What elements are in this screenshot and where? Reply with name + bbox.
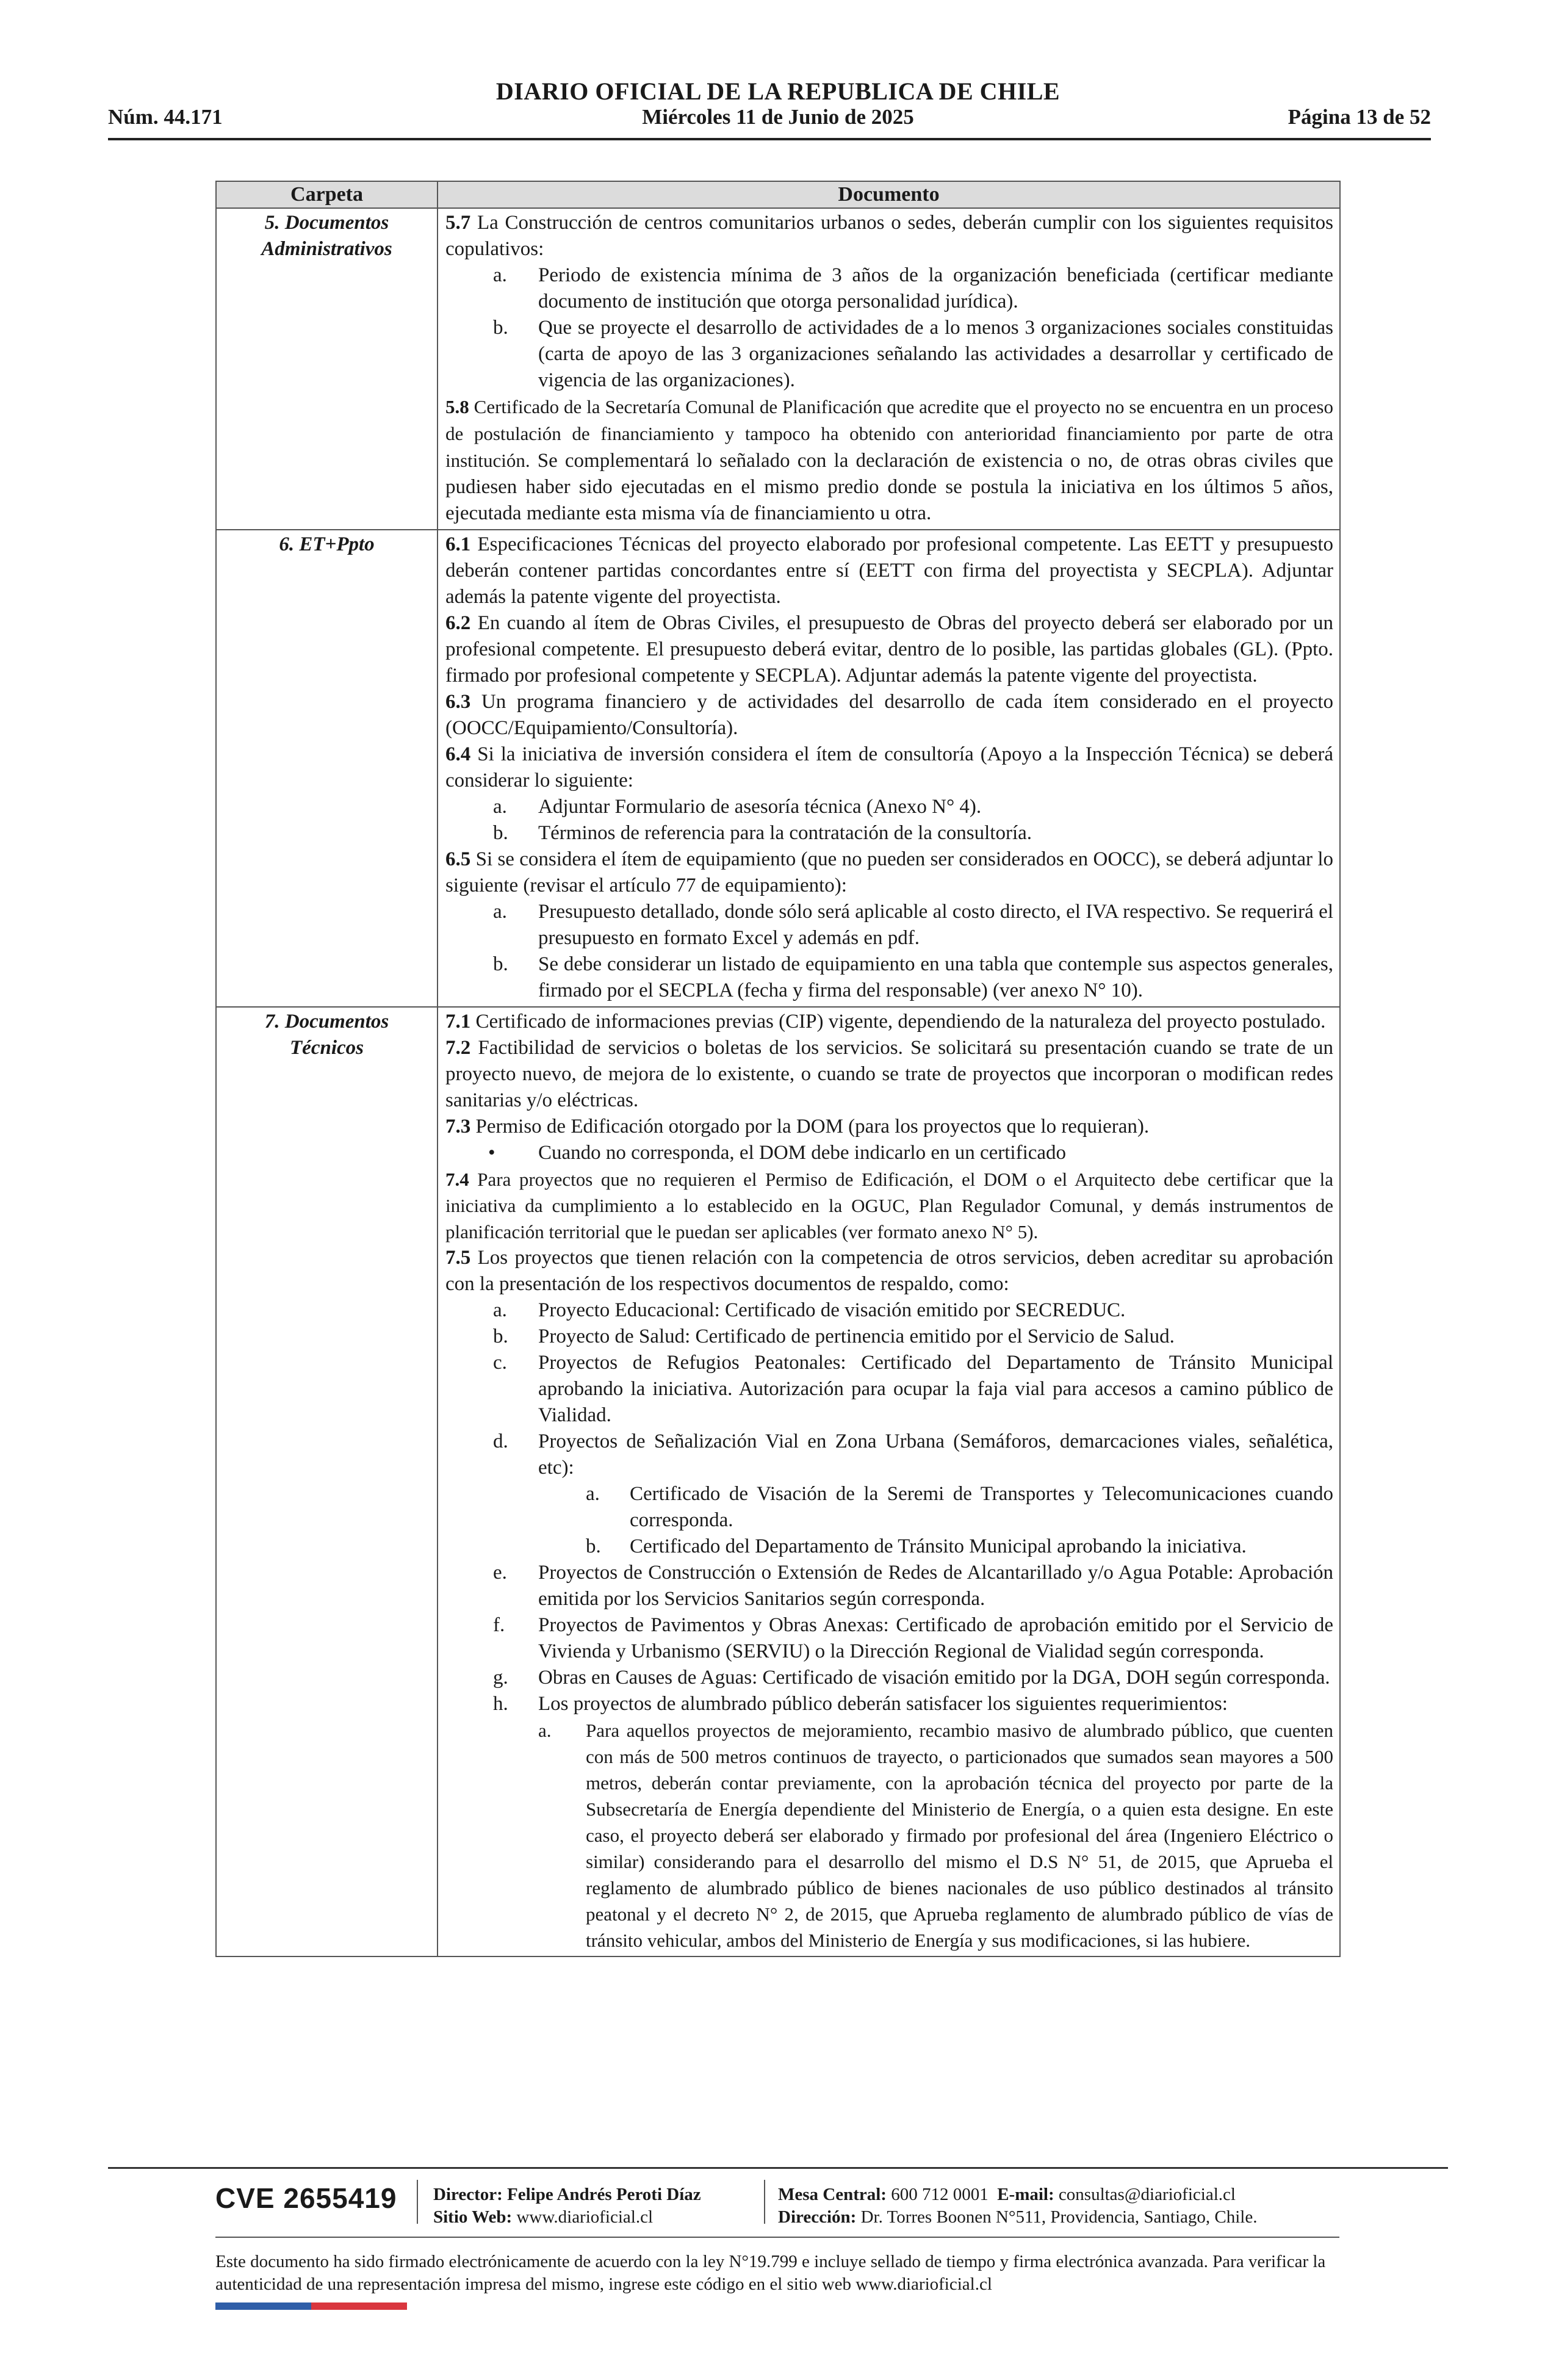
table-row [216, 1007, 1340, 1956]
list-marker: a. [493, 264, 507, 286]
list-text: Para aquellos proyectos de mejoramiento, recambio masivo de alumbrado público, que cuenten con más de 500 metros continuos de trayecto, o particionados que sumados sean mayores a 500 metros, deberán contar previamente, con la aprobación técnica del proyecto por parte de la Subsecretaría de Energía dependiente del Ministerio de Energía, o a quien esta designe. En este caso, el proyecto deberá ser elaborado y firmado por profesional del área (Ingeniero Eléctrico o similar) considerando para el desarrollo del mismo el D.S N° 51, de 2015, que Aprueba el reglamento de alumbrado público de bienes nacionales de uso público destinados al tránsito peatonal y el decreto N° 2, de 2015, que Aprueba reglamento de alumbrado público de vías de tránsito vehicular, ambos del Ministerio de Energía y sus modificaciones, si las hubiere. [586, 1720, 1333, 1951]
page-number: Página 13 de 52 [1288, 105, 1431, 129]
document-cell [438, 1007, 1340, 1956]
email-link[interactable]: consultas@diarioficial.cl [1058, 2185, 1236, 2204]
bullet-marker: • [488, 1142, 495, 1164]
footer-divider [108, 2167, 1448, 2169]
mesa-phone: 600 712 0001 [891, 2185, 989, 2204]
sub-list-item [445, 1534, 1333, 1560]
site-label: Sitio Web: [433, 2207, 513, 2227]
item-number: 7.2 [445, 1037, 471, 1059]
folder-label: 6. ET+Ppto [279, 533, 375, 555]
list-marker: b. [586, 1535, 601, 1557]
folder-cell [216, 1007, 438, 1956]
list-text: Proyectos de Señalización Vial en Zona Urbana (Semáforos, demarcaciones viales, señalética, etc): [538, 1430, 1333, 1479]
list-item [445, 1665, 1333, 1691]
list-text: Certificado del Departamento de Tránsito Municipal aprobando la iniciativa. [630, 1535, 1247, 1557]
folder-label: Administrativos [261, 238, 392, 260]
address-text: Dr. Torres Boonen N°511, Providencia, Santiago, Chile. [860, 2207, 1258, 2227]
list-text: Proyectos de Pavimentos y Obras Anexas: Certificado de aprobación emitido por el Servicio de Vivienda y Urbanismo (SERVIU) o la Dirección Regional de Vialidad según corresponda. [538, 1614, 1333, 1662]
paragraph [445, 210, 1333, 262]
list-text: Proyectos de Construcción o Extensión de Redes de Alcantarillado y/o Agua Potable: Aprobación emitida por los Servicios Sanitarios según corresponda. [538, 1562, 1333, 1610]
list-text: Cuando no corresponda, el DOM debe indicarlo en un certificado [538, 1142, 1067, 1164]
table-row [216, 530, 1340, 1007]
list-item [445, 1297, 1333, 1324]
list-marker: a. [493, 796, 507, 818]
paragraph [445, 846, 1333, 899]
header-divider [108, 138, 1431, 140]
requirements-table [215, 181, 1341, 1957]
list-text: Presupuesto detallado, donde sólo será aplicable al costo directo, el IVA respectivo. Se requerirá el presupuesto en formato Excel y además en pdf. [538, 901, 1333, 949]
item-text: Si la iniciativa de inversión considera el ítem de consultoría (Apoyo a la Inspección Técnica) se deberá considerar lo siguiente: [445, 743, 1333, 792]
address-label: Dirección: [778, 2207, 857, 2227]
list-item [445, 794, 1333, 820]
legal-notice: Este documento ha sido firmado electrónicamente de acuerdo con la ley N°19.799 e incluye sellado de tiempo y firma electrónica avanzada. Para verificar la autenticidad de una representación impresa del mismo, ingrese este código en el sitio web www.diarioficial.cl [215, 2252, 1326, 2294]
director-label: Director: [433, 2185, 503, 2204]
list-item [445, 820, 1333, 846]
item-text: La Construcción de centros comunitarios urbanos o sedes, deberán cumplir con los siguientes requisitos copulativos: [445, 212, 1333, 260]
item-text: Para proyectos que no requieren el Permiso de Edificación, el DOM o el Arquitecto debe certificar que la iniciativa da cumplimiento a lo establecido en la OGUC, Plan Regulador Comunal, y demás instrumentos de planificación territorial que le puedan ser aplicables (ver formato anexo N° 5). [445, 1169, 1333, 1242]
paragraph [445, 1035, 1333, 1114]
list-marker: a. [493, 1299, 507, 1321]
item-number: 6.4 [445, 743, 471, 765]
item-text: Los proyectos que tienen relación con la competencia de otros servicios, deben acreditar su aprobación con la presentación de los respectivos documentos de respaldo, como: [445, 1247, 1333, 1295]
list-item [445, 1691, 1333, 1717]
item-text: Certificado de informaciones previas (CIP) vigente, dependiendo de la naturaleza del proyecto postulado. [470, 1011, 1326, 1033]
flag-stripe-blue [215, 2302, 311, 2310]
item-number: 5.8 [445, 396, 469, 417]
item-number: 7.1 [445, 1011, 471, 1033]
list-item [445, 1612, 1333, 1665]
paragraph [445, 610, 1333, 689]
list-text: Certificado de Visación de la Seremi de Transportes y Telecomunicaciones cuando corresponda. [630, 1483, 1333, 1531]
list-marker: b. [493, 822, 508, 844]
list-text: Términos de referencia para la contratación de la consultoría. [538, 822, 1032, 844]
list-item [445, 1140, 1333, 1166]
list-text: Proyecto Educacional: Certificado de visación emitido por SECREDUC. [538, 1299, 1126, 1321]
masthead-title: DIARIO OFICIAL DE LA REPUBLICA DE CHILE [495, 78, 1061, 105]
document-cell [438, 208, 1340, 530]
item-number: 5.7 [445, 212, 471, 234]
column-header-document: Documento [438, 181, 1340, 208]
item-number: 6.2 [445, 612, 471, 634]
sub-list-item [445, 1481, 1333, 1534]
folder-label: Técnicos [290, 1037, 364, 1059]
list-marker: h. [493, 1693, 508, 1715]
cve-code: CVE 2655419 [215, 2182, 397, 2214]
item-text: Permiso de Edificación otorgado por la DOM (para los proyectos que lo requieran). [470, 1116, 1150, 1138]
column-header-folder: Carpeta [216, 181, 438, 208]
item-text: Se complementará lo señalado con la declaración de existencia o no, de otras obras civiles que pudiesen haber sido ejecutadas en el mismo predio donde se postula la iniciativa en los últimos 5 años, ejecutada mediante esta misma vía de financiamiento u otra. [445, 450, 1333, 524]
folder-label: 7. Documentos [264, 1011, 389, 1033]
list-text: Proyecto de Salud: Certificado de pertinencia emitido por el Servicio de Salud. [538, 1325, 1175, 1347]
folder-cell [216, 530, 438, 1007]
paragraph [445, 741, 1333, 794]
item-text: En cuando al ítem de Obras Civiles, el presupuesto de Obras del proyecto deberá ser elaborado por un profesional competente. El presupuesto deberá evitar, dentro de lo posible, las partidas globales (GL). (Ppto. firmado por profesional competente y SECPLA). Adjuntar además la patente vigente del proyectista. [445, 612, 1333, 687]
item-number: 7.3 [445, 1116, 471, 1138]
list-text: Periodo de existencia mínima de 3 años de la organización beneficiada (certificar mediante documento de institución que otorga personalidad jurídica). [538, 264, 1333, 312]
item-number: 6.5 [445, 848, 471, 870]
footer-separator [764, 2180, 765, 2224]
list-item [445, 315, 1333, 394]
list-marker: g. [493, 1667, 508, 1689]
paragraph [445, 394, 1333, 527]
table-row [216, 208, 1340, 530]
list-marker: f. [493, 1614, 505, 1636]
paragraph [445, 1114, 1333, 1140]
list-item [445, 1560, 1333, 1612]
flag-stripe-red [311, 2302, 407, 2310]
list-marker: d. [493, 1430, 508, 1452]
table-header-row [216, 181, 1340, 208]
item-number: 6.1 [445, 533, 471, 555]
email-label: E-mail: [997, 2185, 1054, 2204]
folder-label: 5. Documentos [264, 212, 389, 234]
issue-date: Miércoles 11 de Junio de 2025 [642, 105, 914, 129]
list-text: Obras en Causes de Aguas: Certificado de visación emitido por la DGA, DOH según corresponda. [538, 1667, 1330, 1689]
list-marker: a. [538, 1720, 552, 1741]
list-text: Adjuntar Formulario de asesoría técnica (Anexo N° 4). [538, 796, 982, 818]
paragraph [445, 1245, 1333, 1297]
list-text: Se debe considerar un listado de equipamiento en una tabla que contemple sus aspectos generales, firmado por el SECPLA (fecha y firma del responsable) (ver anexo N° 10). [538, 953, 1333, 1001]
list-text: Que se proyecte el desarrollo de actividades de a lo menos 3 organizaciones sociales constituidas (carta de apoyo de las 3 organizaciones señalando las actividades a desarrollar y certificado de vigencia de las organizaciones). [538, 317, 1333, 391]
paragraph [445, 689, 1333, 741]
list-marker: c. [493, 1352, 507, 1374]
footer-divider [215, 2237, 1339, 2238]
item-text: Especificaciones Técnicas del proyecto elaborado por profesional competente. Las EETT y presupuesto deberán contener partidas concordantes entre sí (EETT con firma del proyectista y SECPLA). Adjuntar además la patente vigente del proyectista. [445, 533, 1333, 608]
list-item [445, 1350, 1333, 1429]
mesa-label: Mesa Central: [778, 2185, 887, 2204]
director-name: Felipe Andrés Peroti Díaz [507, 2185, 701, 2204]
item-number: 7.4 [445, 1169, 469, 1190]
item-text: Si se considera el ítem de equipamiento (que no pueden ser considerados en OOCC), se deberá adjuntar lo siguiente (revisar el artículo 77 de equipamiento): [445, 848, 1333, 896]
paragraph [445, 1009, 1333, 1035]
list-text: Los proyectos de alumbrado público deberán satisfacer los siguientes requerimientos: [538, 1693, 1228, 1715]
item-number: 7.5 [445, 1247, 471, 1269]
list-marker: b. [493, 953, 508, 975]
list-marker: a. [586, 1483, 600, 1505]
list-marker: b. [493, 1325, 508, 1347]
item-text: Certificado de la Secretaría Comunal de Planificación que acredite que el proyecto no se encuentra en un proceso de postulación de financiamiento y tampoco ha obtenido con anterioridad financiamiento por parte de otra institución. [445, 396, 1333, 471]
item-number: 6.3 [445, 691, 471, 713]
site-link[interactable]: www.diarioficial.cl [516, 2207, 654, 2227]
paragraph [445, 532, 1333, 610]
sub-list-item [445, 1717, 1333, 1953]
item-text: Un programa financiero y de actividades del desarrollo de cada ítem considerado en el proyecto (OOCC/Equipamiento/Consultoría). [445, 691, 1333, 739]
footer-director-block [433, 2183, 701, 2229]
footer-separator [417, 2180, 418, 2224]
item-text: Factibilidad de servicios o boletas de los servicios. Se solicitará su presentación cuando se trate de un proyecto nuevo, de mejora de lo existente, o cuando se trate de proyectos que incorporan o modifican redes sanitarias y/o eléctricas. [445, 1037, 1333, 1111]
folder-cell [216, 208, 438, 530]
list-item [445, 1324, 1333, 1350]
footer-contact-block [778, 2183, 1257, 2229]
list-item [445, 951, 1333, 1004]
list-marker: e. [493, 1562, 507, 1584]
list-item [445, 262, 1333, 315]
list-item [445, 1429, 1333, 1481]
issue-number: Núm. 44.171 [108, 105, 223, 129]
paragraph [445, 1166, 1333, 1245]
list-marker: b. [493, 317, 508, 339]
list-marker: a. [493, 901, 507, 923]
document-cell [438, 530, 1340, 1007]
list-item [445, 899, 1333, 951]
list-text: Proyectos de Refugios Peatonales: Certificado del Departamento de Tránsito Municipal aprobando la iniciativa. Autorización para ocupar la faja vial para accesos a camino público de Vialidad. [538, 1352, 1333, 1426]
